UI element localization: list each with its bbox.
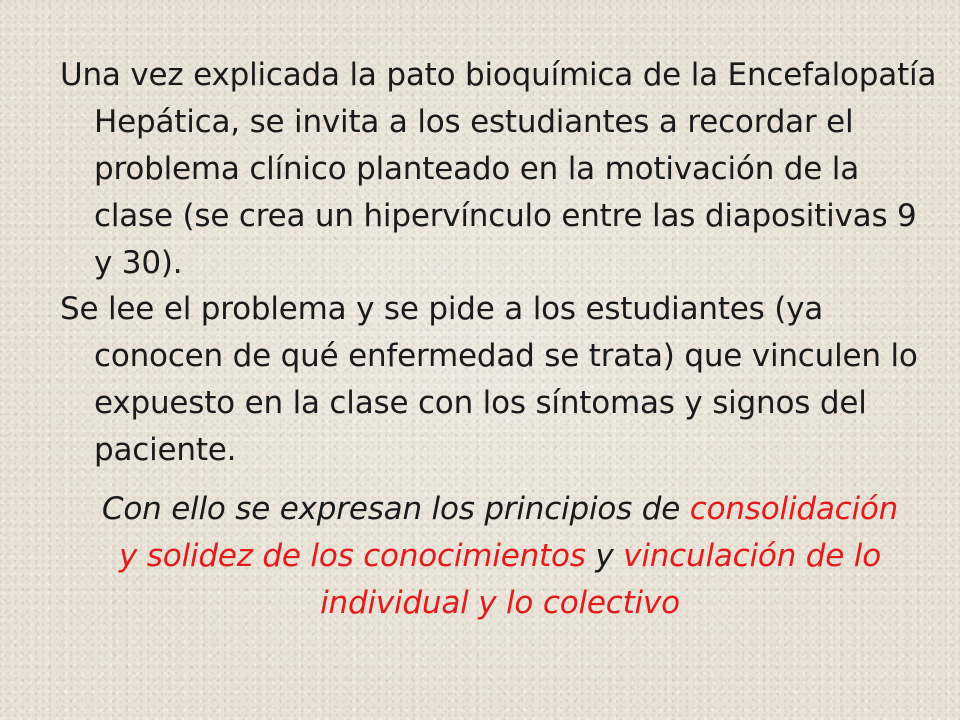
principles-joiner: y [585, 538, 624, 574]
principle-vinculation: vinculación de lo individual y lo colectivo [320, 538, 881, 621]
paragraph-explanation: Una vez explicada la pato bioquímica de la Encefalopatía Hepática, se invita a los estudiantes a recordar el problema clínico planteado en la motivación de la clase (se crea un hipervínculo entre las diapositivas 9 y 30). [60, 57, 937, 281]
paragraph-principles [90, 486, 910, 627]
paragraph-problem: Se lee el problema y se pide a los estudiantes (ya conocen de qué enfermedad se trata) que vinculen lo expuesto en la clase con los síntomas y signos del paciente. [60, 291, 918, 468]
principles-lead: Con ello se expresan los principios de [101, 491, 690, 527]
principle-consolidation: consolidación y solidez de los conocimientos [119, 491, 899, 574]
